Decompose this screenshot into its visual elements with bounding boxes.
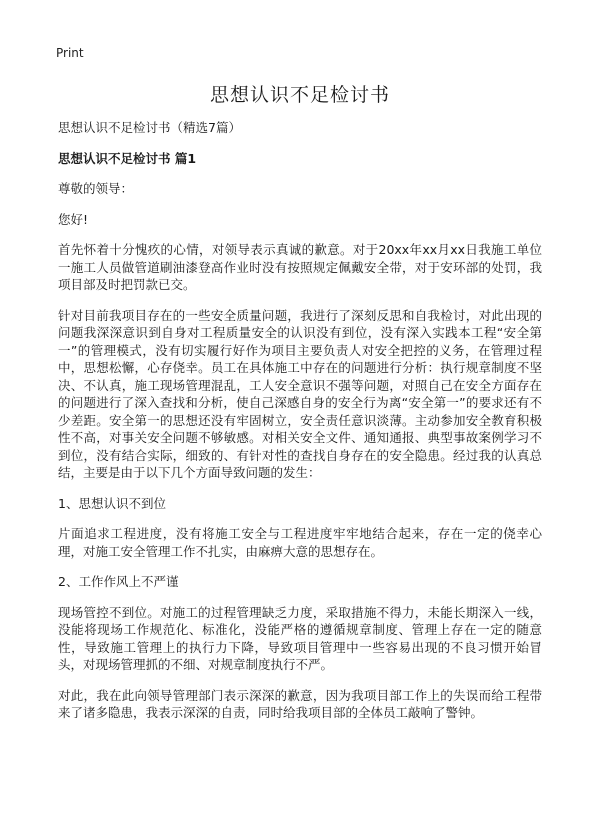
- paragraph-analysis: 针对目前我项目存在的一些安全质量问题，我进行了深刻反思和自我检讨，对此出现的问题我深深意识到自身对工程质量安全的认识没有到位，没有深入实践本工程“安全第一”的管理模式，没有切实履行好作为项目主要负责人对安全把控的义务，在管理过程中，思想松懈，心存侥幸。员工在具体施工中存在的问题进行分析：执行规章制度不坚决、不认真，施工现场管理混乱，工人安全意识不强等问题，对照自己在安全方面存在的问题进行了深入查找和分析，使自己深感自身的安全行为离“安全第一”的要求还有不少差距。安全第一的思想还没有牢固树立，安全责任意识淡薄。主动参加安全教育积极性不高，对事关安全问题不够敏感。对相关安全文件、通知通报、典型事故案例学习不到位，没有结合实际，细致的、有针对性的查找自身存在的安全隐患。经过我的认真总结，主要是由于以下几个方面导致问题的发生：: [58, 307, 542, 480]
- paragraph-point-2: 现场管控不到位。对施工的过程管理缺乏力度，采取措施不得力，未能长期深入一线，没能将现场工作规范化、标准化，没能严格的遵循规章制度、管理上存在一定的随意性，导致施工管理上的执行力下降，导致项目管理中一些容易出现的不良习惯开始冒头，对现场管理抓的不细、对规章制度执行不严。: [58, 604, 542, 672]
- document-subtitle: 思想认识不足检讨书（精选7篇）: [58, 120, 241, 135]
- paragraph-closing: 对此，我在此向领导管理部门表示深深的歉意，因为我项目部工作上的失误而给工程带来了诸多隐患，我表示深深的自责，同时给我项目部的全体员工敲响了警钟。: [58, 687, 542, 720]
- paragraph-opening: 首先怀着十分愧疚的心情，对领导表示真诚的歉意。对于20xx年xx月xx日我施工单位一施工人员做管道刷油漆登高作业时没有按照规定佩戴安全带，对于安环部的处罚，我项目部及时把罚款已交。: [58, 242, 542, 292]
- document-body: [58, 119, 542, 735]
- point-heading-2: 2、工作作风上不严谨: [58, 574, 179, 589]
- print-link[interactable]: Print: [56, 46, 84, 60]
- paragraph-point-1: 片面追求工程进度，没有将施工安全与工程进度牢牢地结合起来，存在一定的侥幸心理，对施工安全管理工作不扎实，由麻痹大意的思想存在。: [58, 526, 542, 559]
- section-heading: 思想认识不足检讨书 篇1: [58, 150, 197, 166]
- page-title: 思想认识不足检讨书: [209, 84, 390, 106]
- greeting: 您好!: [58, 211, 89, 227]
- point-heading-1: 1、思想认识不到位: [58, 495, 166, 511]
- salutation: 尊敬的领导：: [58, 181, 134, 196]
